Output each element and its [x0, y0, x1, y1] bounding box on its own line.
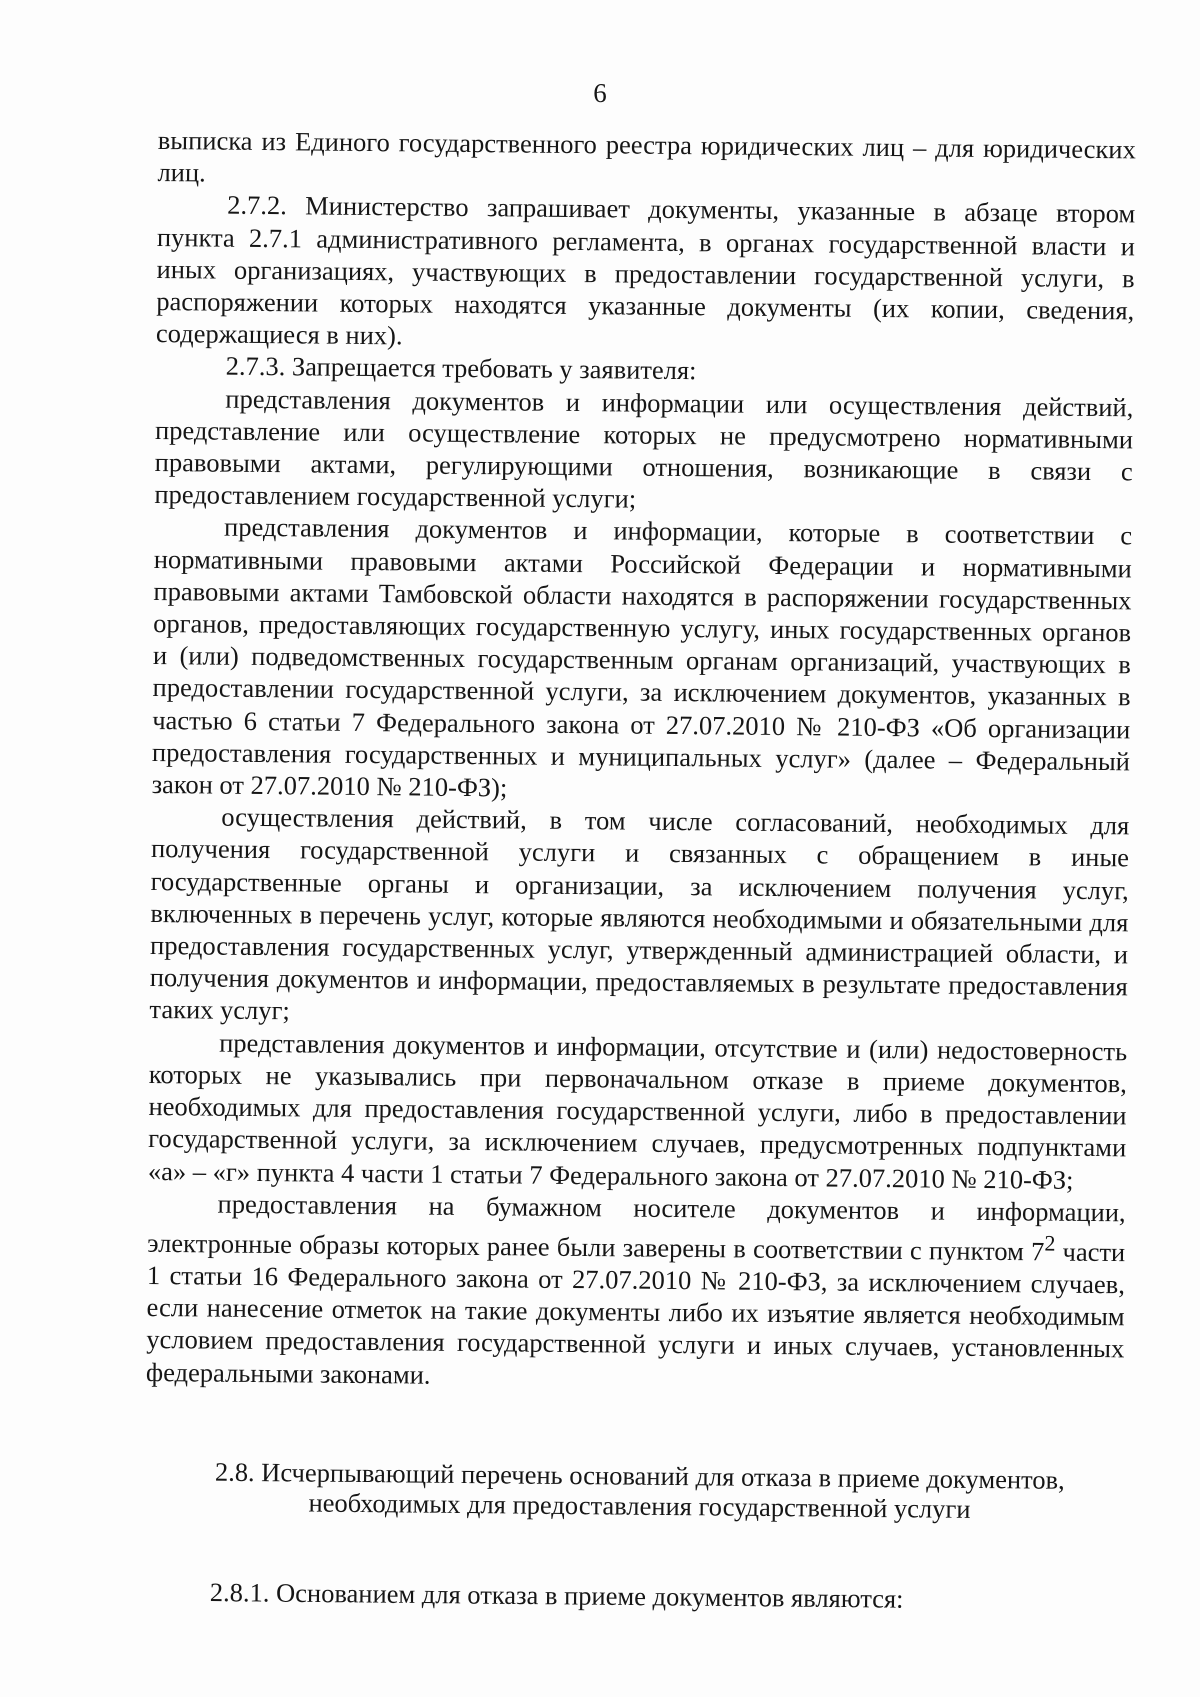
paragraph-prohibition-5-end: части 1 статьи 16 Федерального закона от 27.07.2010 № 210-ФЗ, за исключением случаев, если нанесение отметок на такие документы либо их изъятие является необходимым условием предоставления государственной услуги и иных случаев, установленных федеральными законами.: [145, 1236, 1126, 1390]
paragraph-2-7-3: 2.7.3. Запрещается требовать у заявителя:: [225, 351, 697, 386]
paragraph-prohibition-1: представления документов и информации или осуществления действий, представление или осуществление которых не предусмотрено нормативными правовыми актами, регулирующими отношения, возникающие в связи с предоставлением государственной услуги;: [154, 383, 1134, 514]
paragraph-prohibition-5-start: предоставления на бумажном носителе документов и информации, электронные образы которых ранее были заверены в соответствии с пунктом 7: [147, 1188, 1126, 1267]
paragraph-2-7-2: 2.7.2. Министерство запрашивает документы, указанные в абзаце втором пункта 2.7.1 административного регламента, в органах государственной власти и иных организациях, участвующих в предоставлении государственной услуги, в распоряжении которых находятся указанные документы (их копии, сведения, содержащиеся в них).: [155, 190, 1136, 351]
section-heading-2-8: [149, 1456, 1130, 1525]
paragraph-prohibition-5: [146, 1187, 1126, 1397]
body-text: [146, 124, 1136, 1397]
paragraph-prohibition-3: осуществления действий, в том числе согласований, необходимых для получения государственной услуги и связанных с обращением в иные государственные органы и организации, за исключением получения услуг, включенных в перечень услуг, которые являются необходимыми и обязательными для предоставления государственных услуг, утвержденный администрацией области, и получения документов и информации, предоставляемых в результате предоставления таких услуг;: [149, 801, 1130, 1026]
paragraph-prohibition-4: представления документов и информации, отсутствие и (или) недостоверность которых не указывались при первоначальном отказе в приеме документов, необходимых для предоставления государственной услуги, либо в предоставлении государственной услуги, за исключением случаев, предусмотренных подпунктами «а» – «г» пункта 4 части 1 статьи 7 Федерального закона от 27.07.2010 № 210-ФЗ;: [147, 1027, 1128, 1195]
section-heading-line-2: необходимых для предоставления государственной услуги: [308, 1487, 971, 1524]
superscript-index: 2: [1044, 1230, 1056, 1256]
paragraph-2-8-1: 2.8.1. Основанием для отказа в приеме документов являются:: [209, 1577, 904, 1614]
paragraph-prohibition-2: представления документов и информации, которые в соответствии с нормативными правовыми актами Российской Федерации и нормативными правовыми актами Тамбовской области находятся в распоряжении государственных органов, предоставляющих государственную услугу, иных государственных органов и (или) подведомственных государственным органам организаций, участвующих в предоставлении государственной услуги, за исключением документов, указанных в частью 6 статьи 7 Федерального закона от 27.07.2010 № 210-ФЗ «Об организации предоставления государственных и муниципальных услуг» (далее – Федеральный закон от 27.07.2010 № 210-ФЗ);: [151, 512, 1133, 803]
paragraph-egrul-extract: выписка из Единого государственного реестра юридических лиц – для юридических лиц.: [157, 124, 1136, 188]
section-heading-line-1: 2.8. Исчерпывающий перечень оснований для отказа в приеме документов,: [214, 1456, 1065, 1495]
page-number: 6: [593, 78, 607, 108]
